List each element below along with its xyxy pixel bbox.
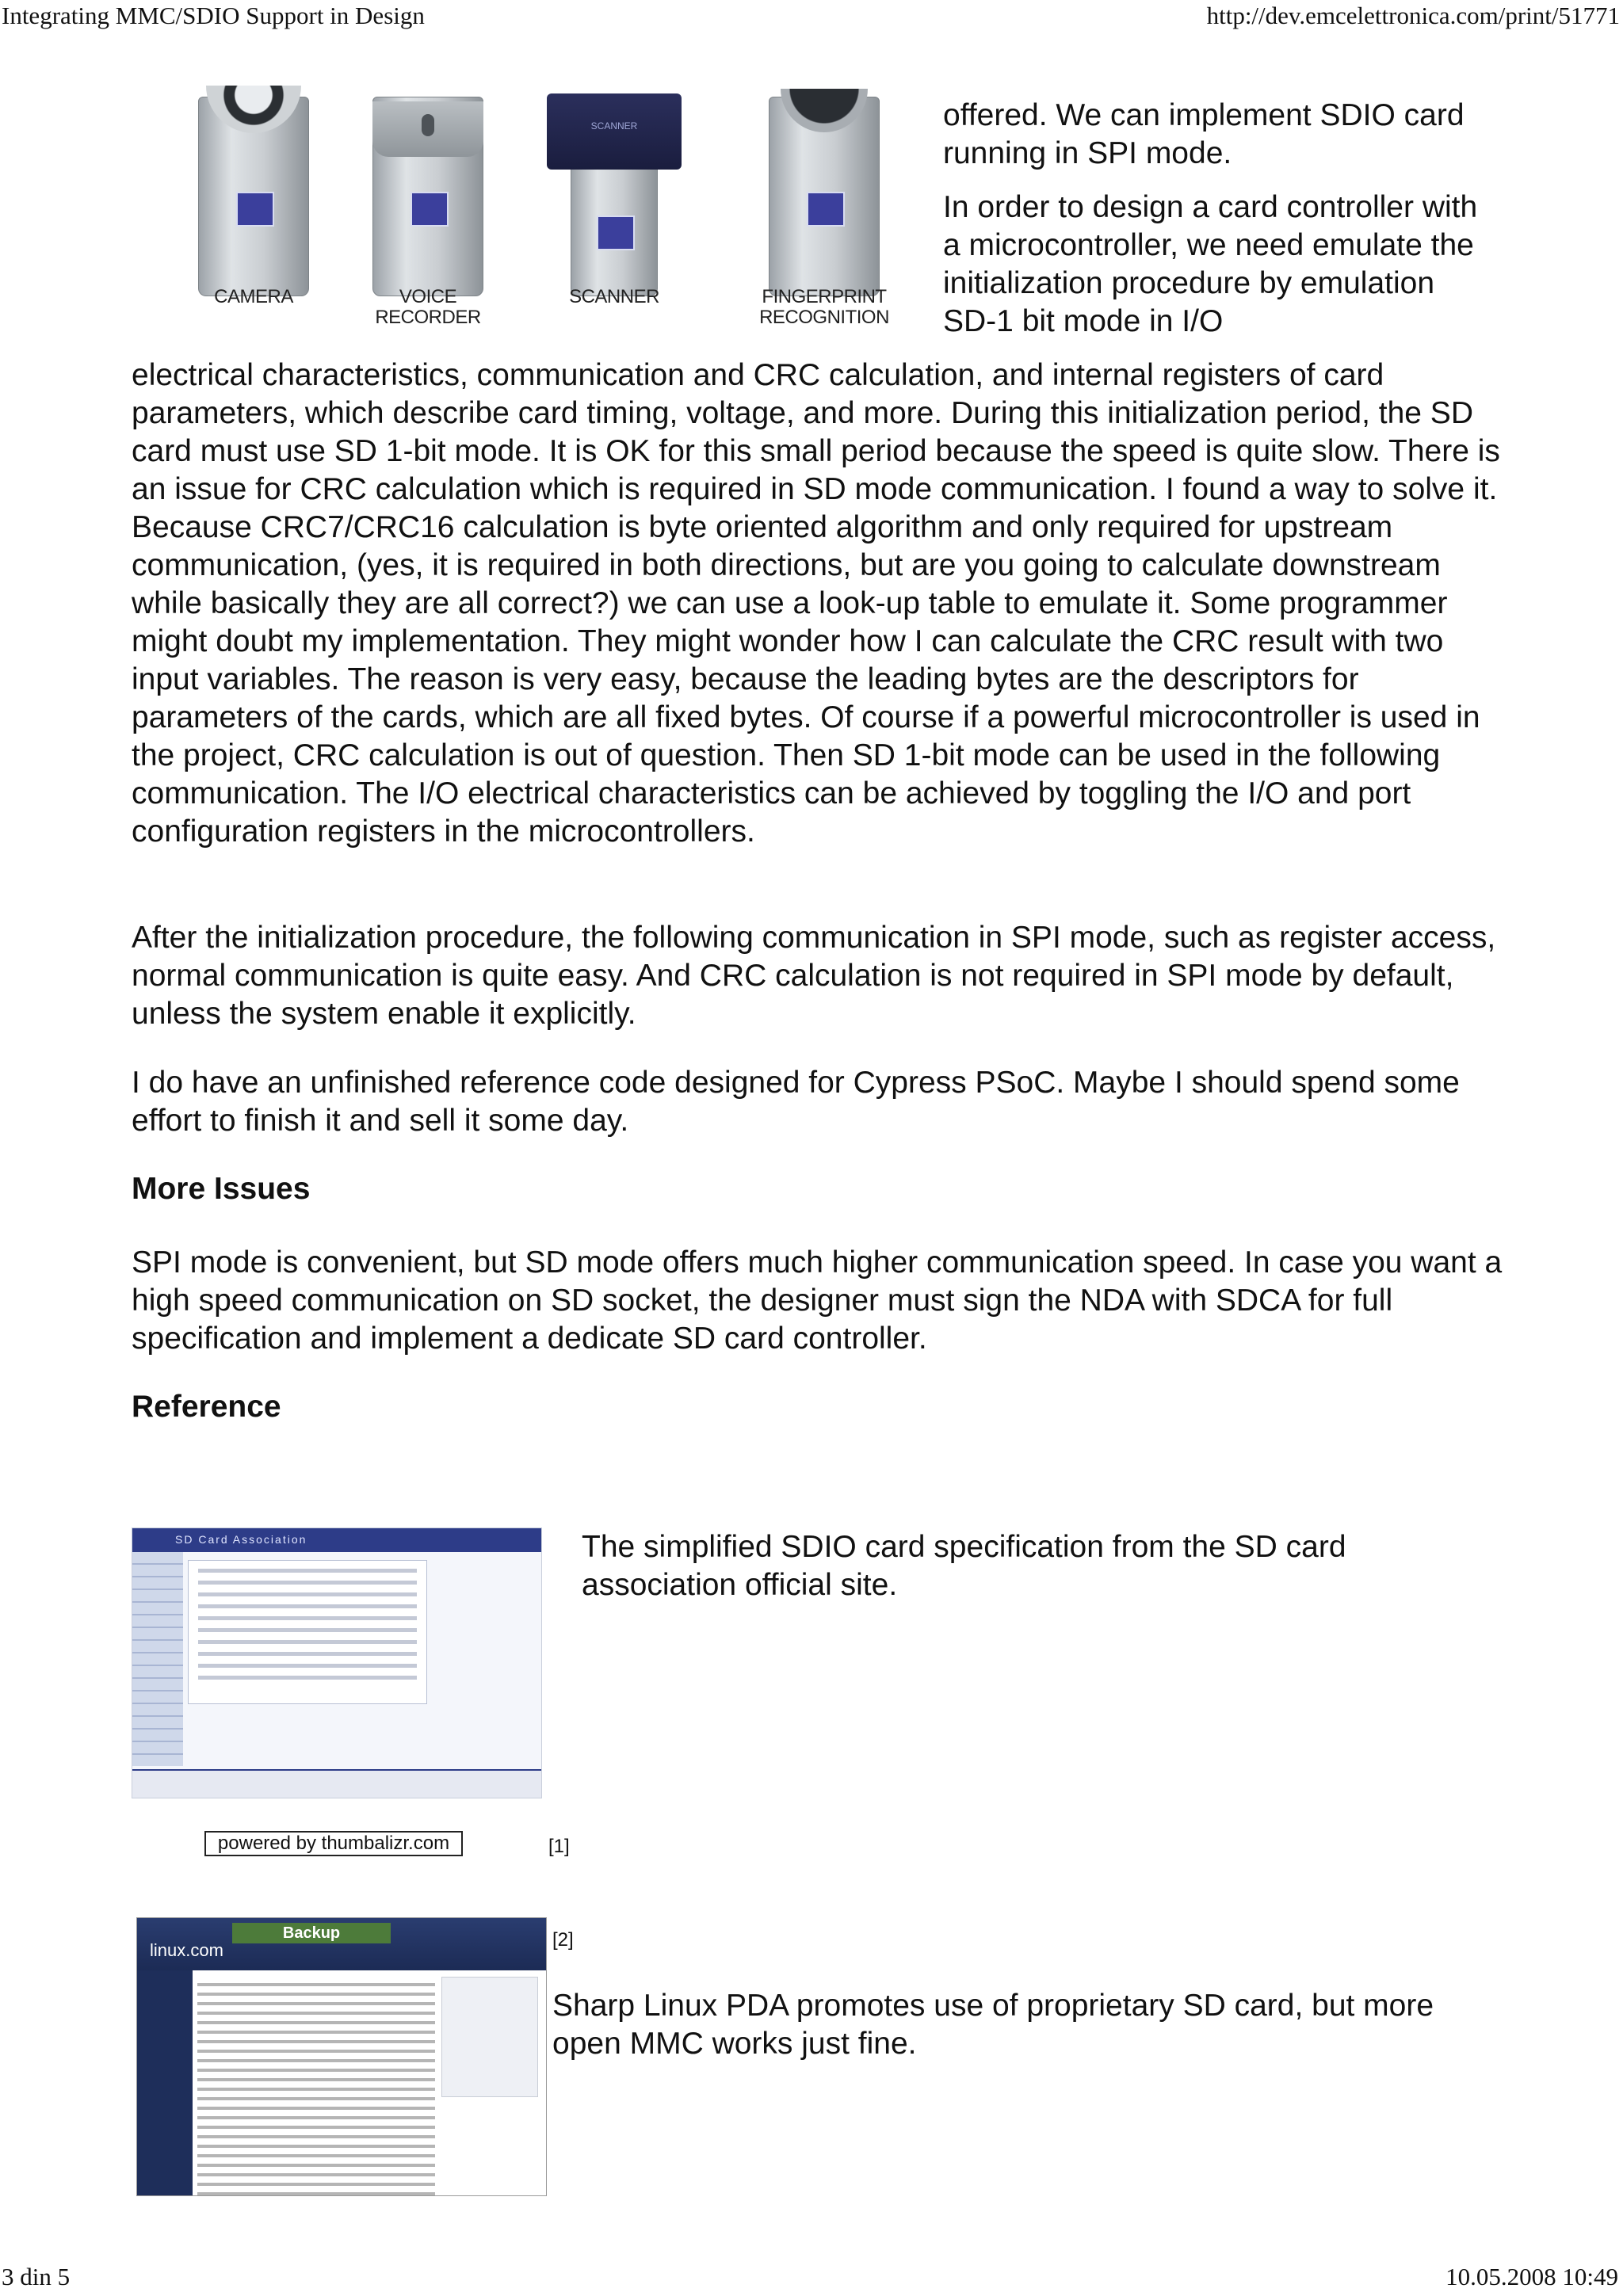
page-number: 3 din 5 xyxy=(2,2263,71,2290)
sdio-logo-icon xyxy=(411,192,449,227)
thumbalizr-badge[interactable]: powered by thumbalizr.com xyxy=(204,1831,463,1856)
paragraph: electrical characteristics, communication and CRC calculation, and internal registers of card parameters, which describe card timing, voltage, and more. During this initialization period, the SD card must use SD 1-bit mode. It is OK for this small period because the speed is quite slow. There is an issue for CRC calculation which is required in SD mode communication. I found a way to solve it. Because CRC7/CRC16 calculation is byte oriented algorithm and only required for upstream communication, (yes, it is required in both directions, but are you going to calculate downstream while basically they are all correct?) we can use a look-up table to emulate it. Some programmer might doubt my implementation. They might wonder how I can calculate the CRC result with two input variables. The reason is very easy, because the leading bytes are the descriptors for parameters of the cards, which are all fixed bytes. Of course if a powerful microcontroller is used in the project, CRC calculation is out of question. Then SD 1-bit mode can be used in the following communication. The I/O electrical characteristics can be achieved by toggling the I/O and port configuration registers in the microcontrollers. xyxy=(132,358,1500,849)
article-body xyxy=(132,357,1503,851)
print-header-url: http://dev.emcelettronica.com/print/51771 xyxy=(1206,2,1620,29)
reference-2-marker[interactable]: [2] xyxy=(552,1929,574,1951)
device-label: FINGERPRINT RECOGNITION xyxy=(759,286,889,328)
paragraph: After the initialization procedure, the following communication in SPI mode, such as register access, normal communication is quite easy. And CRC calculation is not required in SPI mode by default, unless the system enable it explicitly. xyxy=(132,921,1496,1031)
sdio-logo-icon xyxy=(807,192,845,227)
device-label: SCANNER xyxy=(569,286,659,307)
scanner-head-icon: SCANNER xyxy=(547,93,682,170)
paragraph: offered. We can implement SDIO card running in SPI mode. xyxy=(943,98,1465,170)
paragraph: I do have an unfinished reference code designed for Cypress PSoC. Maybe I should spend some effort to finish it and sell it some day. xyxy=(132,1066,1460,1138)
print-header-title: Integrating MMC/SDIO Support in Design xyxy=(2,2,425,29)
floating-text-column xyxy=(943,97,1490,341)
sdio-logo-icon xyxy=(236,192,274,227)
section-heading-more-issues: More Issues xyxy=(132,1172,311,1206)
paragraph: In order to design a card controller with a microcontroller, we need emulate the initialization procedure by emulation SD-1 bit mode in I/O xyxy=(943,190,1478,338)
device-label: VOICE RECORDER xyxy=(375,286,481,328)
section-heading-reference: Reference xyxy=(132,1390,281,1424)
linux-com-thumbnail[interactable]: linux.com Backup xyxy=(136,1917,547,2196)
reference-1-marker[interactable]: [1] xyxy=(548,1836,570,1857)
reference-1-caption: The simplified SDIO card specification from the SD card association official site. xyxy=(582,1530,1346,1602)
reference-2-caption: Sharp Linux PDA promotes use of proprietary SD card, but more open MMC works just fine. xyxy=(552,1989,1434,2061)
microphone-icon xyxy=(372,101,483,157)
sdio-logo-icon xyxy=(597,215,635,250)
print-datetime: 10.05.2008 10:49 xyxy=(1445,2263,1618,2290)
paragraph: SPI mode is convenient, but SD mode offers much higher communication speed. In case you want a high speed communication on SD socket, the designer must sign the NDA with SDCA for full specification and implement a dedicate SD card controller. xyxy=(132,1245,1503,1356)
sdio-devices-figure xyxy=(151,97,919,334)
sd-association-thumbnail[interactable]: SD Card Association xyxy=(132,1527,542,1798)
device-label: CAMERA xyxy=(214,286,293,307)
